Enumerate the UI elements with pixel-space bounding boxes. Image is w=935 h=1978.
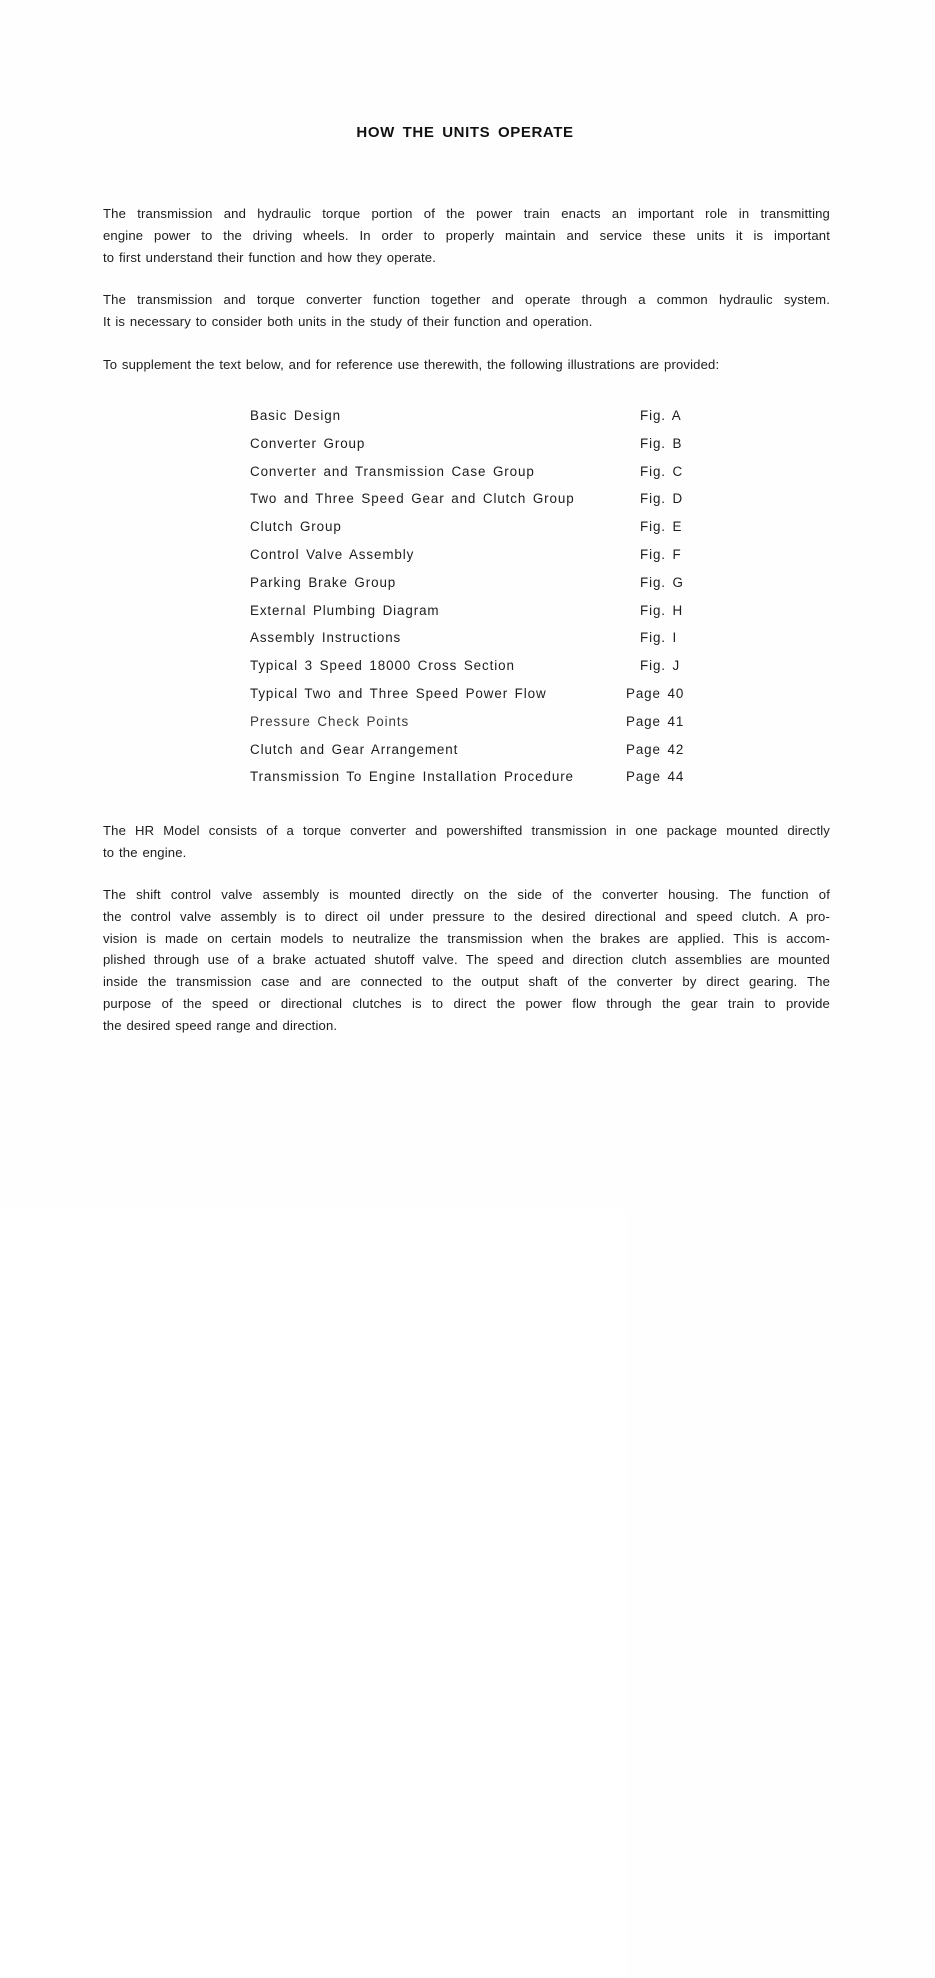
text-line: The HR Model consists of a torque converter and powershifted transmission in one package mounted directly: [103, 823, 830, 838]
text-line: the desired speed range and direction.: [103, 1017, 338, 1033]
illustration-entry: [250, 516, 690, 544]
illustration-name: Typical Two and Three Speed Power Flow: [250, 685, 547, 701]
illustration-entry: [250, 600, 690, 628]
text-line: The shift control valve assembly is mounted directly on the side of the converter housing. The function of: [103, 887, 830, 902]
illustration-name: Basic Design: [250, 408, 341, 423]
illustration-entry: [250, 572, 690, 600]
paragraph-shift-control: [103, 884, 830, 1037]
illustration-reference: Fig. B: [640, 435, 683, 451]
illustration-reference: Fig. J: [640, 658, 681, 674]
illustration-reference: Page 41: [626, 714, 935, 1923]
illustration-entry: [250, 488, 690, 516]
text-line: purpose of the speed or directional clutches is to direct the power flow through the gear train to provide: [103, 995, 830, 1011]
illustration-reference: Fig. I: [640, 630, 678, 646]
illustration-name: Transmission To Engine Installation Procedure: [250, 769, 574, 785]
illustration-name: Control Valve Assembly: [250, 546, 415, 562]
text-line: to the engine.: [103, 844, 187, 860]
text-line: plished through use of a brake actuated shutoff valve. The speed and direction clutch assemblies are mounted: [103, 952, 830, 968]
illustration-reference: Fig. H: [640, 602, 684, 618]
illustration-name: Typical 3 Speed 18000 Cross Section: [250, 658, 515, 674]
illustrations-list: [250, 405, 690, 794]
illustration-reference: Fig. A: [640, 408, 682, 423]
illustration-reference: Page 44: [626, 769, 935, 1978]
illustration-entry: [250, 711, 690, 739]
illustration-entry: [250, 766, 690, 794]
illustration-name: Converter Group: [250, 435, 366, 451]
page-title: HOW THE UNITS OPERATE: [356, 124, 574, 141]
illustration-entry: [250, 544, 690, 572]
illustration-name: Converter and Transmission Case Group: [250, 463, 535, 479]
text-line: inside the transmission case and are connected to the output shaft of the converter by direct gearing. The: [103, 974, 830, 990]
illustration-entry: [250, 627, 690, 655]
text-line: To supplement the text below, and for reference use therewith, the following illustrations are provided:: [103, 357, 720, 372]
illustration-reference: Fig. F: [640, 546, 682, 562]
text-line: vision is made on certain models to neutralize the transmission when the brakes are applied. This is accom-: [103, 930, 830, 946]
illustration-reference: Page 40: [626, 686, 935, 1895]
paragraph-common-system: [103, 289, 830, 333]
illustration-name: Two and Three Speed Gear and Clutch Group: [250, 491, 575, 507]
illustration-name: Assembly Instructions: [250, 630, 402, 646]
text-line: to first understand their function and how they operate.: [103, 249, 437, 265]
text-line: engine power to the driving wheels. In order to properly maintain and service these units it is important: [103, 227, 830, 243]
illustration-entry: [250, 655, 690, 683]
illustration-name: External Plumbing Diagram: [250, 602, 440, 618]
illustration-entry: [250, 683, 690, 711]
illustration-entry: [250, 461, 690, 489]
text-line: The transmission and torque converter function together and operate through a common hydraulic system.: [103, 292, 830, 307]
illustration-reference: Fig. G: [640, 574, 684, 590]
illustration-reference: Fig. E: [640, 519, 683, 535]
illustration-reference: Fig. D: [640, 491, 684, 507]
text-line: It is necessary to consider both units in the study of their function and operation.: [103, 313, 593, 329]
illustration-name: Pressure Check Points: [250, 713, 410, 729]
paragraph-hr-model: [103, 820, 830, 864]
illustration-name: Parking Brake Group: [250, 574, 397, 590]
illustration-entry: [250, 405, 690, 433]
illustration-entry: [250, 433, 690, 461]
illustration-entry: [250, 739, 690, 767]
paragraph-intro: [103, 203, 830, 268]
illustration-reference: Page 42: [626, 742, 935, 1951]
paragraph-supplement: [103, 354, 830, 376]
text-line: The transmission and hydraulic torque portion of the power train enacts an important role in transmitting: [103, 206, 830, 221]
illustration-name: Clutch Group: [250, 519, 342, 535]
text-line: the control valve assembly is to direct oil under pressure to the desired directional and speed clutch. A pro-: [103, 908, 830, 924]
illustration-name: Clutch and Gear Arrangement: [250, 741, 459, 757]
illustration-reference: Fig. C: [640, 463, 684, 479]
